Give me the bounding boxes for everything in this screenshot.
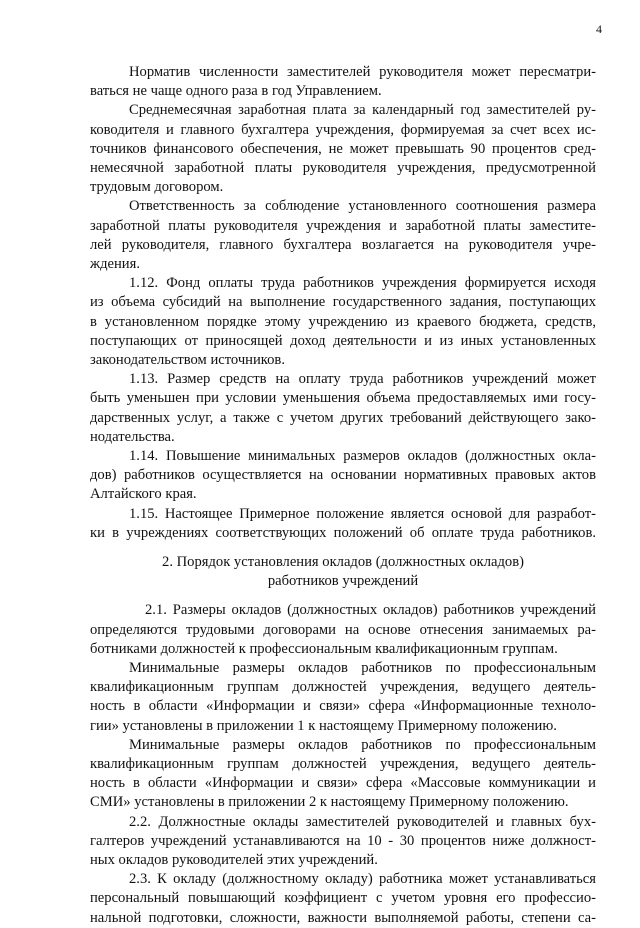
text-line: галтеров учреждений устанавливаются на 10 - 30 процентов ниже должност-	[90, 832, 596, 849]
text-line: трудовым договором.	[90, 179, 224, 196]
text-line: в установленном порядке этому учреждению из краевого бюджета, средств,	[90, 313, 596, 330]
text-line: Минимальные размеры окладов работников по профессиональным	[129, 736, 596, 753]
text-line: законодательством источников.	[90, 352, 285, 368]
text-line: ководителя и главного бухгалтера учреждения, формируемая за счет всех ис-	[90, 121, 596, 138]
text-line: ждения.	[90, 256, 140, 272]
text-line: из объема субсидий на выполнение государственного задания, поступающих	[90, 294, 596, 311]
text-line: СМИ» установлены в приложении 2 к настоящему Примерному положению.	[90, 794, 569, 811]
text-line: Среднемесячная заработная плата за календарный год заместителей ру-	[129, 102, 596, 119]
text-line: ки в учреждениях соответствующих положений об оплате труда работников.	[90, 524, 596, 541]
text-line: 2.1. Размеры окладов (должностных окладов) работников учреждений	[145, 602, 596, 619]
text-line: определяются трудовыми договорами на основе отнесения занимаемых ра-	[90, 621, 596, 638]
text-line: ботниками должностей к профессиональным квалификационным группам.	[90, 640, 558, 657]
text-line: квалификационным группам должностей учреждения, ведущего деятель-	[90, 756, 596, 772]
text-line: заработной платы руководителя учреждения и заработной платы заместите-	[90, 217, 596, 234]
text-line: дарственных услуг, а также с учетом других требований действующего зако-	[90, 409, 596, 426]
text-line: 1.14. Повышение минимальных размеров окладов (должностных окла-	[129, 448, 596, 464]
text-line: Ответственность за соблюдение установленного соотношения размера	[129, 198, 596, 215]
text-line: ность в области «Информации и связи» сфера «Массовые коммуникации и	[90, 775, 596, 792]
text-line: Норматив численности заместителей руководителя может пересматри-	[129, 64, 596, 80]
text-line: поступающих от приносящей доход деятельности и из иных установленных	[90, 332, 596, 349]
text-line: Алтайского края.	[90, 486, 197, 503]
text-line: 1.12. Фонд оплаты труда работников учреждения формируется исходя	[129, 275, 596, 292]
text-line: нодательства.	[90, 428, 175, 445]
text-line: нальной подготовки, сложности, важности выполняемой работы, степени са-	[90, 909, 596, 926]
text-line: 2.3. К окладу (должностному окладу) работника может устанавливаться	[129, 871, 596, 888]
text-line: точников финансового обеспечения, не может превышать 90 процентов сред-	[90, 140, 596, 157]
text-line: квалификационным группам должностей учреждения, ведущего деятель-	[90, 679, 596, 696]
page-number: 4	[596, 22, 602, 36]
text-line: дов) работников осуществляется на основании нормативных правовых актов	[90, 467, 596, 484]
text-line: персональный повышающий коэффициент с учетом уровня его профессио-	[90, 890, 596, 907]
section-heading-line: 2. Порядок установления окладов (должностных окладов)	[162, 554, 524, 570]
text-line: 1.13. Размер средств на оплату труда работников учреждений может	[129, 371, 596, 388]
section-heading-line: работников учреждений	[267, 573, 419, 590]
text-line: Минимальные размеры окладов работников по профессиональным	[129, 660, 596, 676]
text-line: ваться не чаще одного раза в год Управлением.	[90, 83, 382, 100]
text-line: немесячной заработной платы руководителя учреждения, предусмотренной	[90, 160, 596, 176]
text-line: быть уменьшен при условии уменьшения объема предоставляемых ими госу-	[90, 390, 596, 407]
text-line: лей руководителя, главного бухгалтера возлагается на руководителя учре-	[90, 236, 596, 253]
text-line: 1.15. Настоящее Примерное положение является основой для разработ-	[129, 505, 596, 522]
text-line: ных окладов руководителей этих учреждений.	[90, 852, 378, 868]
text-line: ность в области «Информации и связи» сфера «Информационные техноло-	[90, 698, 596, 715]
text-line: гии» установлены в приложении 1 к настоящему Примерному положению.	[90, 717, 557, 734]
text-line: 2.2. Должностные оклады заместителей руководителей и главных бух-	[129, 813, 596, 830]
